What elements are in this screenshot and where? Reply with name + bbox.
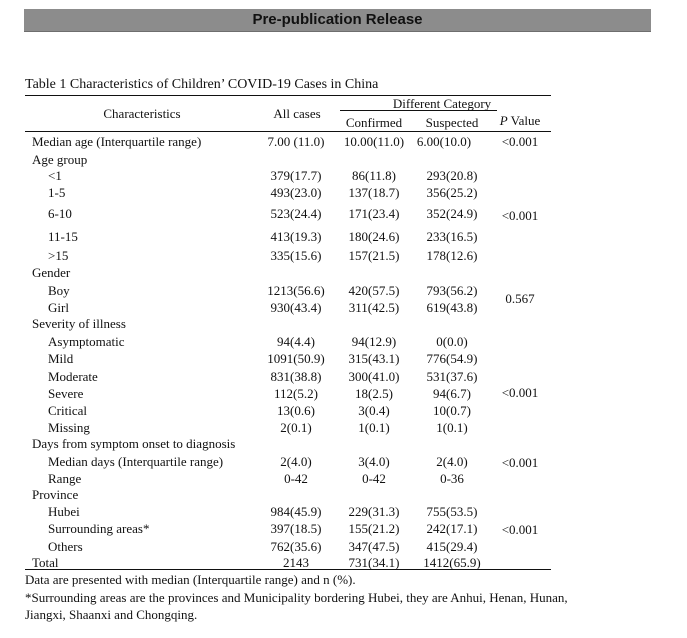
header-bottom-rule bbox=[25, 131, 551, 132]
cell-suspected: 2(4.0) bbox=[436, 454, 468, 469]
cell-all: 493(23.0) bbox=[270, 185, 322, 200]
cell-suspected: 619(43.8) bbox=[426, 300, 478, 315]
cell-confirmed: 420(57.5) bbox=[348, 283, 400, 298]
section-label: Days from symptom onset to diagnosis bbox=[32, 436, 236, 451]
cell-confirmed: 94(12.9) bbox=[351, 334, 397, 349]
section-label: Province bbox=[32, 487, 79, 502]
cell-p-value: 0.567 bbox=[505, 291, 535, 306]
row-label: Critical bbox=[48, 403, 87, 418]
cell-suspected: 94(6.7) bbox=[433, 386, 471, 401]
cell-confirmed: 10.00(11.0) bbox=[343, 134, 405, 149]
cell-suspected: 0-36 bbox=[440, 471, 464, 486]
row-label: Others bbox=[48, 539, 83, 554]
cell-all: 13(0.6) bbox=[277, 403, 315, 418]
header-different-category: Different Category bbox=[392, 96, 492, 111]
section-label: Age group bbox=[32, 152, 88, 167]
cell-suspected: 1412(65.9) bbox=[423, 555, 481, 570]
cell-all: 984(45.9) bbox=[270, 504, 322, 519]
cell-suspected: 352(24.9) bbox=[426, 206, 478, 221]
row-label: Hubei bbox=[48, 504, 80, 519]
cell-all: 7.00 (11.0) bbox=[267, 134, 325, 149]
cell-p-value: <0.001 bbox=[501, 455, 539, 470]
cell-suspected: 356(25.2) bbox=[426, 185, 478, 200]
pre-publication-banner: Pre-publication Release bbox=[24, 9, 651, 32]
cell-all: 930(43.4) bbox=[270, 300, 322, 315]
cell-all: 2(4.0) bbox=[280, 454, 312, 469]
cell-suspected: 776(54.9) bbox=[426, 351, 478, 366]
cell-confirmed: 137(18.7) bbox=[348, 185, 400, 200]
cell-confirmed: 0-42 bbox=[362, 471, 386, 486]
p-value-rest: Value bbox=[507, 113, 541, 128]
cell-all: 1091(50.9) bbox=[267, 351, 325, 366]
cell-p-value: <0.001 bbox=[501, 385, 539, 400]
cell-all: 523(24.4) bbox=[270, 206, 322, 221]
cell-all: 762(35.6) bbox=[270, 539, 322, 554]
cell-confirmed: 3(4.0) bbox=[358, 454, 390, 469]
cell-all: 335(15.6) bbox=[270, 248, 322, 263]
footnote-surrounding: *Surrounding areas are the provinces and Municipality bordering Hubei, they are Anhui, Henan, Hunan, bbox=[25, 590, 568, 605]
cell-suspected: 531(37.6) bbox=[426, 369, 478, 384]
cell-all: 2143 bbox=[283, 555, 309, 570]
cell-suspected: 233(16.5) bbox=[426, 229, 478, 244]
header-all-cases: All cases bbox=[273, 106, 321, 121]
cell-suspected: 0(0.0) bbox=[436, 334, 468, 349]
header-confirmed: Confirmed bbox=[345, 115, 403, 130]
row-label: Median days (Interquartile range) bbox=[48, 454, 224, 469]
header-p-value bbox=[500, 113, 541, 128]
cell-confirmed: 171(23.4) bbox=[348, 206, 400, 221]
cell-confirmed: 229(31.3) bbox=[348, 504, 400, 519]
row-label: 11-15 bbox=[48, 229, 78, 244]
row-label: Total bbox=[32, 555, 59, 570]
cell-all: 379(17.7) bbox=[270, 168, 322, 183]
footnote-surrounding-cont: Jiangxi, Shaanxi and Chongqing. bbox=[25, 607, 198, 622]
row-label: Moderate bbox=[48, 369, 98, 384]
cell-suspected: 1(0.1) bbox=[436, 420, 468, 435]
cell-all: 397(18.5) bbox=[270, 521, 322, 536]
cell-p-value: <0.001 bbox=[501, 208, 539, 223]
row-label: Mild bbox=[48, 351, 74, 366]
row-label: Severe bbox=[48, 386, 84, 401]
cell-confirmed: 157(21.5) bbox=[348, 248, 400, 263]
cell-all: 831(38.8) bbox=[270, 369, 322, 384]
cell-confirmed: 311(42.5) bbox=[348, 300, 400, 315]
row-label: 1-5 bbox=[48, 185, 66, 200]
cell-all: 94(4.4) bbox=[277, 334, 315, 349]
row-label: Missing bbox=[48, 420, 90, 435]
row-label: Median age (Interquartile range) bbox=[32, 134, 202, 149]
section-label: Gender bbox=[32, 265, 71, 280]
section-label: Severity of illness bbox=[32, 316, 126, 331]
cell-confirmed: 300(41.0) bbox=[348, 369, 400, 384]
cell-confirmed: 3(0.4) bbox=[358, 403, 390, 418]
cell-p-value: <0.001 bbox=[501, 134, 539, 149]
cell-suspected: 293(20.8) bbox=[426, 168, 478, 183]
cell-suspected: 793(56.2) bbox=[426, 283, 478, 298]
row-label: >15 bbox=[48, 248, 69, 263]
cell-confirmed: 347(47.5) bbox=[348, 539, 400, 554]
row-label: Asymptomatic bbox=[48, 334, 125, 349]
cell-confirmed: 18(2.5) bbox=[355, 386, 393, 401]
row-label: Boy bbox=[48, 283, 70, 298]
cell-suspected: 242(17.1) bbox=[426, 521, 478, 536]
cell-suspected: 178(12.6) bbox=[426, 248, 478, 263]
table-caption: Table 1 Characteristics of Children’ COVID-19 Cases in China bbox=[25, 77, 379, 92]
row-label: Girl bbox=[48, 300, 69, 315]
cell-all: 2(0.1) bbox=[280, 420, 312, 435]
cell-suspected: 6.00(10.0) bbox=[416, 134, 472, 149]
header-suspected: Suspected bbox=[425, 115, 479, 130]
cell-confirmed: 731(34.1) bbox=[348, 555, 400, 570]
cell-confirmed: 155(21.2) bbox=[348, 521, 400, 536]
row-label: Surrounding areas* bbox=[48, 521, 150, 536]
row-label: <1 bbox=[48, 168, 62, 183]
cell-all: 413(19.3) bbox=[270, 229, 322, 244]
row-label: 6-10 bbox=[48, 206, 72, 221]
cell-p-value: <0.001 bbox=[501, 522, 539, 537]
cell-all: 112(5.2) bbox=[274, 386, 318, 401]
header-characteristics: Characteristics bbox=[103, 106, 181, 121]
cell-confirmed: 1(0.1) bbox=[358, 420, 390, 435]
cell-confirmed: 180(24.6) bbox=[348, 229, 400, 244]
cell-suspected: 415(29.4) bbox=[426, 539, 478, 554]
cell-suspected: 10(0.7) bbox=[433, 403, 471, 418]
footnote-data: Data are presented with median (Interquartile range) and n (%). bbox=[25, 572, 356, 587]
cell-confirmed: 315(43.1) bbox=[348, 351, 400, 366]
cell-all: 0-42 bbox=[284, 471, 308, 486]
cell-confirmed: 86(11.8) bbox=[352, 168, 396, 183]
p-value-italic: P bbox=[499, 113, 508, 128]
cell-all: 1213(56.6) bbox=[267, 283, 325, 298]
cell-suspected: 755(53.5) bbox=[426, 504, 478, 519]
row-label: Range bbox=[48, 471, 82, 486]
